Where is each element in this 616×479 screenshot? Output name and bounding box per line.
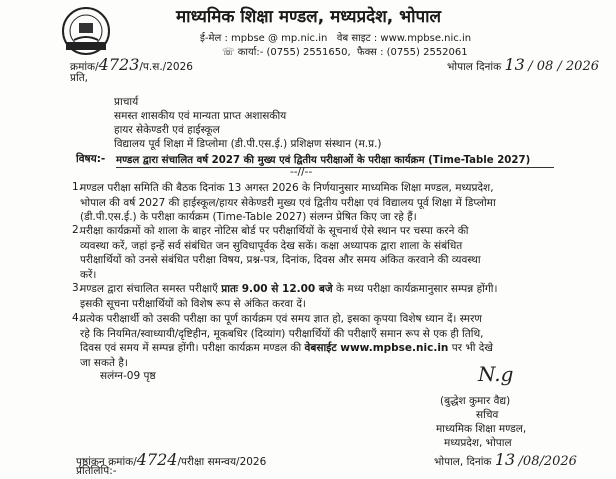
paragraph-number: 3.: [72, 282, 83, 294]
paragraph-line: परीक्षार्थियों को उनसे संबंधित परीक्षा विषय, प्रश्न-पत्र, दिनांक, दिवस और समय अंकित करवाने की व्यवस्था: [80, 254, 481, 267]
phone-number: (0755) 2551650,: [266, 47, 351, 58]
paragraph-text: मण्डल द्वारा संचालित समस्त परीक्षाएँ: [80, 283, 222, 295]
paragraph-2: [80, 224, 590, 282]
endorse-date-label: भोपाल, दिनांक: [434, 456, 492, 468]
subject-underline: [116, 167, 554, 168]
paragraph-1: [80, 181, 590, 225]
date-label: भोपाल दिनांक: [447, 61, 502, 73]
paragraph-number: 2.: [72, 224, 83, 236]
paragraph-line: रहे कि नियमित/स्वाध्यायी/दृष्टिहीन, मूकबधिर (दिव्यांग) परीक्षार्थियों की परीक्षाएँ समान रूप से एक ही तिथि,: [80, 327, 484, 340]
paragraph-number: 1.: [72, 181, 83, 193]
copy-label: प्रतिलिपि:-: [76, 465, 117, 477]
signature-handwritten: N.g: [478, 362, 514, 386]
paragraph-line: परीक्षा कार्यक्रमों को शाला के बाहर नोटिस बोर्ड पर परीक्षार्थियों के सूचनार्थ ऐसे स्थान पर चस्पा करने की: [80, 225, 469, 237]
subject-text: मण्डल द्वारा संचालित वर्ष 2027 की मुख्य एवं द्वितीय परीक्षाओं के परीक्षा कार्यक्रम (Time-Table 2027): [116, 155, 531, 166]
endorse-number-handwritten: 4724: [136, 450, 178, 469]
paragraph-line: [80, 341, 590, 356]
paragraph-line: (डी.पी.एस.ई.) के परीक्षा कार्यक्रम (Time-Table 2027) संलग्न प्रेषित किए जा रहे हैं।: [80, 211, 417, 224]
phone-label: कार्या:-: [237, 47, 264, 58]
divider: --//--: [290, 166, 313, 178]
exam-time-bold: प्रातः 9.00 से 12.00 बजे: [221, 283, 333, 295]
endorse-date-day-handwritten: 13: [494, 450, 516, 469]
subject-label: विषय:-: [76, 153, 106, 165]
signatory-org: माध्यमिक शिक्षा मण्डल,: [436, 423, 527, 435]
signatory-title: सचिव: [476, 409, 499, 421]
website-link[interactable]: www.mpbse.nic.in: [380, 33, 472, 44]
endorse-date-rest: /08/2026: [518, 454, 577, 469]
phone-icon: ☏: [222, 47, 235, 58]
email-link[interactable]: mpbse @ mp.nic.in: [231, 33, 328, 44]
recipient-line: समस्त शासकीय एवं मान्यता प्राप्त अशासकीय: [114, 110, 287, 122]
reference-number: [70, 55, 193, 74]
paragraph-line: प्रत्येक परीक्षार्थी को उसकी परीक्षा का पूर्ण कार्यक्रम एवं समय ज्ञात हो, इसका कृपया विशेष ध्यान दें। स्मरण: [80, 313, 482, 325]
to-label: प्रति,: [70, 72, 89, 84]
letter-date: [447, 55, 599, 74]
paragraph-line: व्यवस्था करें, जहां इन्हें सर्व संबंधित जन सुविधापूर्वक देख सकें। कक्षा अध्यापक द्वारा शाला के संबंधित: [80, 239, 463, 252]
board-name-heading: माध्यमिक शिक्षा मण्डल, मध्यप्रदेश, भोपाल: [176, 7, 442, 27]
paragraph-line: जा सकते है।: [80, 356, 128, 369]
fax-label: फैक्स :: [357, 47, 384, 58]
board-logo-seal: [60, 6, 112, 56]
signatory-city: मध्यप्रदेश, भोपाल: [444, 437, 512, 449]
recipient-line: विद्यालय पूर्व शिक्षा में डिप्लोमा (डी.पी.एस.ई.) प्रशिक्षण संस्थान (म.प्र.): [114, 138, 382, 150]
ref-number-handwritten: 4723: [98, 55, 140, 74]
paragraph-text: दिवस एवं समय में सम्पन्न होंगी। परीक्षा कार्यक्रम मण्डल की: [80, 342, 305, 355]
fax-number: (0755) 2552061: [386, 47, 468, 58]
paragraph-4: [80, 312, 590, 370]
contact-line-2: [222, 44, 468, 58]
endorsement-date: [434, 450, 577, 469]
website-label: वेब साइट :: [336, 33, 378, 44]
date-day-handwritten: 13: [504, 55, 525, 74]
paragraph-line: इसकी सूचना परीक्षार्थियों को विशेष रूप से अंकित करवा दें।: [80, 297, 306, 310]
recipient-line: हायर सेकेण्डरी एवं हाईस्कूल: [114, 124, 220, 136]
signatory-name: (बुद्धेश कुमार वैद्य): [440, 395, 511, 407]
paragraph-line: मण्डल परीक्षा समिति की बैठक दिनांक 13 अगस्त 2026 के निर्णयानुसार माध्यमिक शिक्षा मण्डल, मध्यप्रदेश,: [80, 182, 494, 194]
date-rest: / 08 / 2026: [528, 59, 599, 74]
paragraph-number: 4.: [72, 312, 83, 324]
ref-prefix: क्रमांक/: [70, 61, 99, 73]
recipient-line: प्राचार्य: [114, 96, 139, 108]
paragraph-text: पर भी देखे: [448, 342, 493, 355]
email-label: ई-मेल :: [200, 33, 228, 44]
paragraph-line: करें।: [80, 268, 97, 281]
website-bold: वेबसाईट www.mpbse.nic.in: [304, 342, 449, 355]
endorse-suffix: /परीक्षा समन्वय/2026: [177, 456, 267, 468]
paragraph-line: भोपाल की वर्ष 2027 की हाईस्कूल/हायर सेकेण्डरी मुख्य एवं द्वितीय परीक्षा एवं विद्यालय पूर्व शिक्षा में डिप्लोमा: [80, 196, 496, 209]
contact-line-1: [200, 30, 471, 44]
paragraph-text: के मध्य परीक्षा कार्यक्रमानुसार सम्पन्न होंगी।: [332, 283, 498, 295]
enclosure-note: सलंग्न-09 पृष्ठ: [100, 370, 156, 382]
ref-suffix: /प.स./2026: [139, 61, 193, 73]
paragraph-line: [80, 282, 590, 297]
paragraph-3: [80, 282, 590, 311]
endorse-prefix: पृष्ठांकन क्रमांक/: [76, 456, 137, 468]
